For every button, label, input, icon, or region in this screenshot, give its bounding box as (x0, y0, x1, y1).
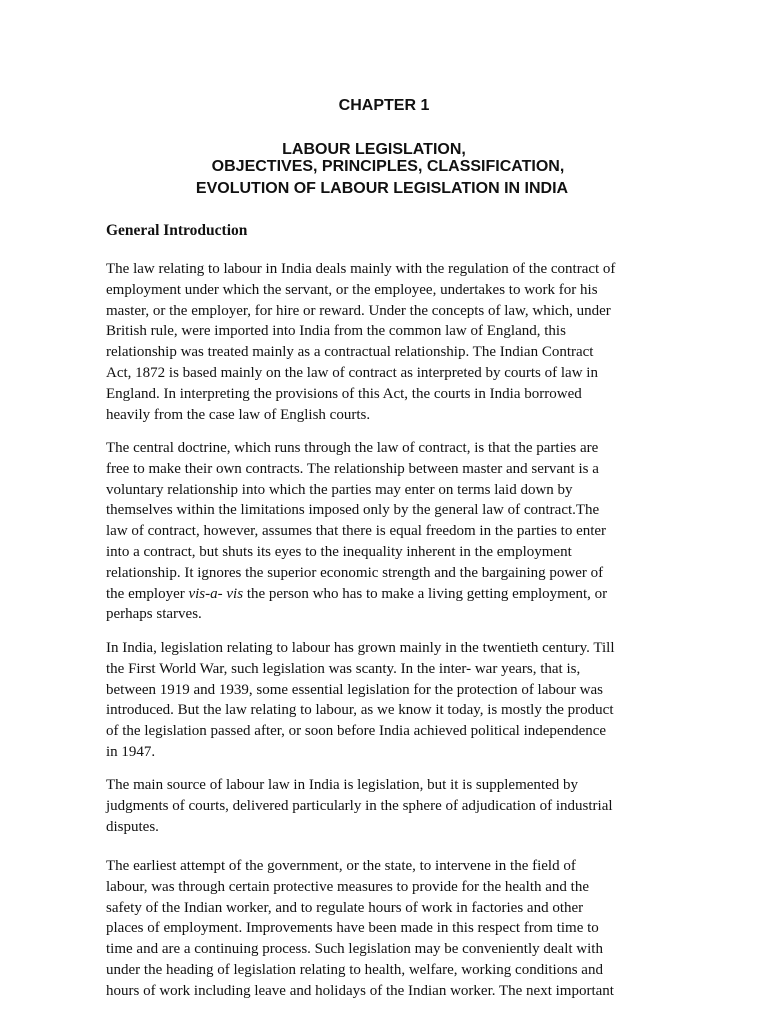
paragraph-line: in 1947. (106, 743, 156, 760)
paragraph-line: introduced. But the law relating to labour, as we know it today, is mostly the product (106, 702, 614, 719)
paragraph-line: Act, 1872 is based mainly on the law of contract as interpreted by courts of law in (106, 364, 598, 381)
paragraph-line: In India, legislation relating to labour has grown mainly in the twentieth century. Till (106, 640, 615, 656)
text-run: the person who has to make a living getting employment, or (243, 585, 608, 602)
paragraph-line: labour, was through certain protective measures to provide for the health and the (106, 878, 589, 895)
paragraph-line: The main source of labour law in India is legislation, but it is supplemented by (106, 777, 578, 793)
paragraph-line: under the heading of legislation relating to health, welfare, working conditions and (106, 961, 603, 978)
paragraph-line: hours of work including leave and holidays of the Indian worker. The next important (106, 982, 614, 999)
paragraph-line: disputes. (106, 818, 159, 835)
paragraph-line: heavily from the case law of English courts. (106, 406, 371, 423)
paragraph-line: voluntary relationship into which the parties may enter on terms laid down by (106, 481, 573, 498)
chapter-title-line-3: EVOLUTION OF LABOUR LEGISLATION IN INDIA (195, 180, 569, 197)
italic-phrase: vis-a- vis (188, 585, 244, 602)
paragraph-2 (106, 438, 666, 625)
paragraph-3 (106, 638, 666, 763)
paragraph-line: relationship was treated mainly as a contractual relationship. The Indian Contract (106, 344, 594, 361)
paragraph-line: judgments of courts, delivered particularly in the sphere of adjudication of industrial (106, 797, 613, 814)
section-heading: General Introduction (106, 222, 248, 239)
paragraph-line: perhaps starves. (106, 606, 202, 623)
paragraph-4 (106, 775, 666, 837)
paragraph-line: places of employment. Improvements have been made in this respect from time to (106, 920, 599, 937)
text-run: the employer (106, 585, 189, 602)
paragraph-1 (106, 259, 666, 425)
paragraph-line: employment under which the servant, or the employee, undertakes to work for his (106, 281, 598, 298)
paragraph-line: safety of the Indian worker, and to regulate hours of work in factories and other (106, 899, 584, 916)
paragraph-line: The earliest attempt of the government, or the state, to intervene in the field of (106, 858, 576, 874)
paragraph-line: between 1919 and 1939, some essential legislation for the protection of labour was (106, 681, 603, 698)
paragraph-line: free to make their own contracts. The relationship between master and servant is a (106, 460, 599, 477)
paragraph-5 (106, 856, 666, 1002)
paragraph-line: into a contract, but shuts its eyes to the inequality inherent in the employment (106, 543, 572, 560)
paragraph-line: the First World War, such legislation was scanty. In the inter- war years, that is, (106, 660, 581, 677)
paragraph-line: England. In interpreting the provisions of this Act, the courts in India borrowed (106, 385, 582, 402)
chapter-title-line-1: LABOUR LEGISLATION, (282, 141, 466, 158)
paragraph-line: The law relating to labour in India deals mainly with the regulation of the contract of (106, 261, 616, 277)
paragraph-line: themselves within the limitations imposed only by the general law of contract.The (106, 502, 600, 519)
paragraph-line: relationship. It ignores the superior economic strength and the bargaining power of (106, 564, 604, 581)
paragraph-line: The central doctrine, which runs through the law of contract, is that the parties are (106, 440, 599, 456)
paragraph-line-with-italic (106, 584, 666, 605)
paragraph-line: law of contract, however, assumes that there is equal freedom in the parties to enter (106, 523, 607, 540)
chapter-heading: CHAPTER 1 (338, 97, 430, 114)
paragraph-line: British rule, were imported into India from the common law of England, this (106, 323, 566, 340)
paragraph-line: time and are a continuing process. Such legislation may be conveniently dealt with (106, 941, 603, 958)
paragraph-line: of the legislation passed after, or soon before India achieved political independence (106, 723, 607, 740)
paragraph-line: master, or the employer, for hire or reward. Under the concepts of law, which, under (106, 302, 611, 319)
chapter-title-line-2: OBJECTIVES, PRINCIPLES, CLASSIFICATION, (211, 158, 565, 175)
